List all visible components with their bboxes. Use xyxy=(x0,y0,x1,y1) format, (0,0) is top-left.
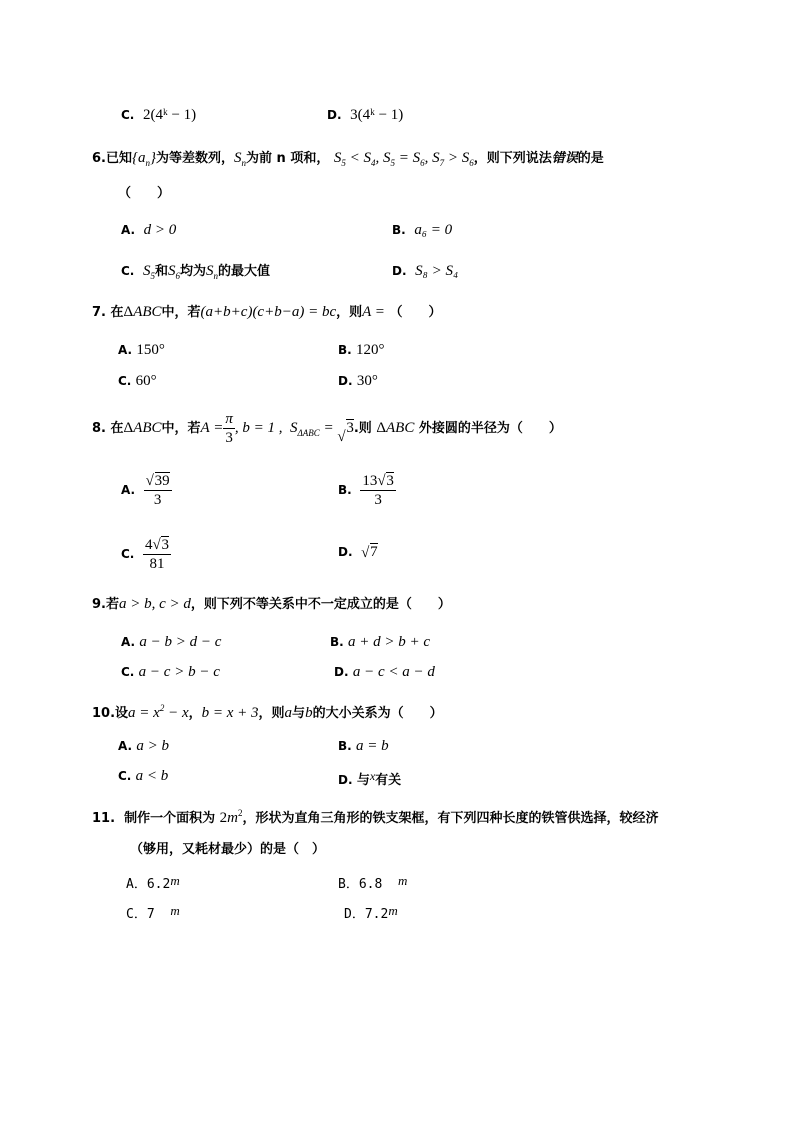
option-text: a − c < a − d xyxy=(352,664,435,680)
q6-stem xyxy=(92,148,604,173)
question-number: 7. xyxy=(92,305,106,320)
option-label: A. xyxy=(121,635,136,649)
q5-option-c xyxy=(121,105,196,125)
stem-text: 已知 xyxy=(105,151,132,166)
math: $a = x^2 - x$ xyxy=(128,703,189,721)
stem-text: 为等差数列， xyxy=(156,151,235,166)
option-text: a₆ = 0 xyxy=(414,222,453,238)
q7-option-b xyxy=(338,340,385,360)
q11-stem-line2: （够用，又耗材最少）的是（ ） xyxy=(130,842,326,857)
math: $S_n$ xyxy=(206,263,218,281)
q10-option-a xyxy=(118,736,169,756)
q8-stem xyxy=(92,410,562,451)
option-label: B. xyxy=(330,635,344,649)
stem-text: 中，若 xyxy=(161,421,201,436)
q10-option-d xyxy=(338,766,401,791)
option-text: 2(4ᵏ − 1) xyxy=(142,107,197,123)
option-text: a − c > b − c xyxy=(138,664,220,680)
q11-option-b xyxy=(338,871,407,895)
math-conditions: $S_5 < S_4$, $S_5 = S_6$, $S_7 > S_6$ xyxy=(333,150,474,168)
unit-text: m xyxy=(388,903,398,918)
option-text: 的最大值 xyxy=(218,264,271,279)
math: $2m^2$ xyxy=(219,808,243,826)
math: x xyxy=(369,769,376,783)
option-label: C. xyxy=(118,374,132,388)
stem-text: 中，若 xyxy=(161,305,201,320)
option-label: D． xyxy=(344,907,365,922)
option-label: A． xyxy=(126,877,147,892)
option-label: C. xyxy=(121,264,135,278)
math: $S_6$ xyxy=(167,263,180,281)
q10-stem: 10.设$a = x^2 - x$，b = x + 3，则a与b的大小关系为（ ） xyxy=(92,703,443,721)
option-label: A. xyxy=(118,343,133,357)
option-label: D. xyxy=(338,545,353,559)
option-label: C. xyxy=(121,547,135,561)
q8-option-b xyxy=(338,470,396,510)
option-text: 60° xyxy=(135,373,157,389)
math: a > b, c > d xyxy=(119,596,191,612)
unit-text: m xyxy=(397,873,408,888)
stem-text: ，则下列不等关系中不一定成立的是（ ） xyxy=(190,597,451,612)
q6-option-a xyxy=(121,220,176,240)
q8-option-a xyxy=(121,470,172,510)
q9-option-d xyxy=(334,662,435,682)
q6-option-b xyxy=(392,220,452,240)
math-sn: $S_n$ xyxy=(234,150,247,168)
option-text: 均为 xyxy=(179,264,206,279)
math: A = xyxy=(362,304,385,320)
option-label: B. xyxy=(338,483,352,497)
option-text: a − b > d − c xyxy=(139,634,222,650)
q7-option-c xyxy=(118,371,157,391)
option-label: C. xyxy=(118,769,132,783)
math: , b = 1 , $S_{\Delta ABC}$ = √ 3 xyxy=(235,420,354,436)
math: a xyxy=(284,705,293,721)
option-text: a + d > b + c xyxy=(348,634,431,650)
q8-option-c xyxy=(121,534,171,574)
option-label: B. xyxy=(392,223,406,237)
math-fraction: $\frac{4√ 3}{81}$ xyxy=(143,536,171,573)
stem-text: ，则 xyxy=(258,706,285,721)
answer-paren: （ ） xyxy=(389,305,442,320)
q11-option-c xyxy=(126,901,180,925)
emphasis-text: 错误 xyxy=(551,151,578,166)
stem-text: 外接圆的半径为（ ） xyxy=(418,421,562,436)
q9-option-b xyxy=(330,632,430,652)
stem-text: 制作一个面积为 xyxy=(124,811,216,826)
stem-text: ，形状为直角三角形的铁支架框，有下列四种长度的铁管供选择，较经济 xyxy=(242,811,659,826)
q11-option-a xyxy=(126,871,180,895)
option-label: C． xyxy=(126,907,147,922)
q10-option-c xyxy=(118,766,168,786)
q7-option-a xyxy=(118,340,165,360)
math: b = x + 3 xyxy=(201,705,259,721)
option-text: a > b xyxy=(136,738,169,754)
option-label: D. xyxy=(327,108,342,122)
option-text: 6.8 xyxy=(358,877,383,892)
stem-text: ，则下列说法 xyxy=(473,151,552,166)
option-label: D. xyxy=(338,374,353,388)
stem-text: 若 xyxy=(105,597,119,612)
option-text: 120° xyxy=(356,342,385,358)
math: A = xyxy=(200,420,224,436)
math-sequence: $\{a_n\}$ xyxy=(132,150,156,168)
unit-text: m xyxy=(170,903,180,918)
math-fraction: $\frac{\pi}{3}$ xyxy=(225,411,233,446)
math: b xyxy=(305,705,313,721)
option-text: d > 0 xyxy=(143,222,177,238)
q11-stem xyxy=(92,803,659,829)
stem-text: 在 xyxy=(110,305,124,320)
option-text: S₈ > S₄ xyxy=(415,263,459,279)
option-label: A. xyxy=(121,483,136,497)
q10-option-b xyxy=(338,736,389,756)
option-label: D. xyxy=(338,773,353,787)
option-text: 7 xyxy=(146,907,155,922)
q7-option-d xyxy=(338,371,378,391)
q11-option-d xyxy=(344,901,398,925)
option-text: 6.2 xyxy=(146,877,171,892)
math-equation: (a+b+c)(c+b−a) = bc xyxy=(200,304,337,320)
q6-option-d xyxy=(392,261,458,281)
option-text: 与 xyxy=(356,773,370,788)
q7-stem xyxy=(92,302,441,323)
option-text: 和 xyxy=(154,264,168,279)
math: $S_5$ xyxy=(142,263,155,281)
math: ΔABC xyxy=(123,304,162,320)
option-text: a = b xyxy=(356,738,389,754)
stem-text: 的大小关系为（ ） xyxy=(312,706,443,721)
stem-text: .则 xyxy=(353,421,372,436)
math: ΔABC xyxy=(123,420,162,436)
option-label: C. xyxy=(121,108,135,122)
option-text: 150° xyxy=(136,342,165,358)
q9-option-c xyxy=(121,662,220,682)
option-label: B. xyxy=(338,343,352,357)
math-fraction: √ $\frac{39}{3}$ xyxy=(144,472,172,509)
option-label: B． xyxy=(338,877,359,892)
stem-text: 与 xyxy=(292,706,306,721)
q9-option-a xyxy=(121,632,221,652)
option-label: D. xyxy=(334,665,349,679)
option-label: D. xyxy=(392,264,407,278)
q6-answer-paren: （ ） xyxy=(118,186,171,201)
stem-text: 为前 n 项和， xyxy=(246,151,330,166)
stem-text: 在 xyxy=(110,421,124,436)
option-label: A. xyxy=(118,739,133,753)
option-label: A. xyxy=(121,223,136,237)
question-number: 8. xyxy=(92,421,106,436)
option-text: a < b xyxy=(135,768,169,784)
stem-text: 设 xyxy=(115,706,129,721)
option-label: C. xyxy=(121,665,135,679)
option-text: 有关 xyxy=(375,773,402,788)
option-text: 3(4ᵏ − 1) xyxy=(350,107,404,123)
question-number: 6. xyxy=(92,151,106,166)
question-number: 9. xyxy=(92,597,106,612)
math: √ 7 xyxy=(361,544,378,560)
option-text: 7.2 xyxy=(364,907,389,922)
q5-option-d xyxy=(327,105,403,125)
q9-stem xyxy=(92,594,451,615)
unit-text: m xyxy=(170,873,180,888)
question-number: 10. xyxy=(92,706,116,721)
stem-text: ，则 xyxy=(336,305,363,320)
math: ΔABC xyxy=(376,420,415,436)
option-label: B. xyxy=(338,739,352,753)
question-number: 11. xyxy=(92,811,116,826)
math-fraction: $\frac{13√ 3}{3}$ xyxy=(360,472,396,509)
option-text: 30° xyxy=(356,373,378,389)
stem-text: 的是 xyxy=(577,151,604,166)
q8-option-d xyxy=(338,542,378,562)
q6-option-c xyxy=(121,261,270,286)
